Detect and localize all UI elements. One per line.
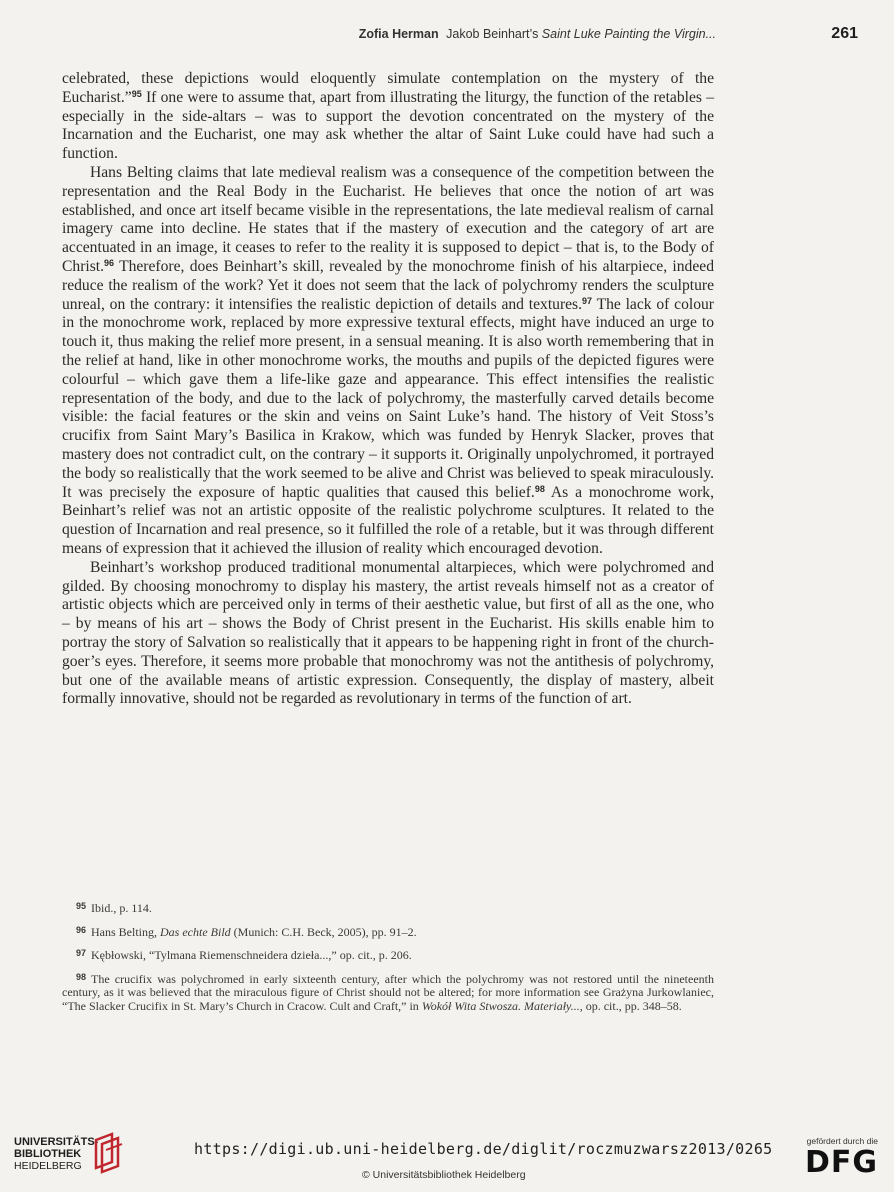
- footnotes: [62, 900, 714, 1022]
- footnote-text: Ibid., p. 114.: [91, 901, 152, 915]
- page-header: [0, 26, 894, 46]
- footnote-ref-97[interactable]: 97: [582, 295, 593, 306]
- dfg-wordmark: DFG: [804, 1145, 878, 1180]
- text-run: celebrated, these depictions would eloquently simulate contemplation on the mystery of the Eucharist.”: [62, 70, 714, 106]
- running-head-title: Saint Luke Painting the Virgin...: [541, 27, 716, 41]
- footnote-98: [62, 971, 714, 1014]
- footnote-number: 98: [76, 971, 87, 982]
- body-text: [62, 70, 714, 709]
- paragraph-2: [62, 164, 714, 559]
- library-emblem-icon: [90, 1132, 124, 1176]
- paragraph-3: Beinhart’s workshop produced traditional monumental altarpieces, which were polychromed and gilded. By choosing monochromy to display his mastery, the artist reveals himself not as a creator of artistic objects which are perceived only in terms of their aesthetic value, but first of all as the one, who – by means of his art – shows the Body of Christ present in the Eucharist. His skills enable him to portray the story of Salvation so realistically that it appears to be happening right in front of the church-goer’s eyes. Therefore, it seems more probable that monochromy was not the antithesis of polychromy, but one of the available means of artistic expression. Consequently, the display of mastery, albeit formally innovative, should not be regarded as revolutionary in terms of the function of art.: [62, 558, 714, 708]
- footnote-number: 96: [76, 924, 87, 935]
- text-run: If one were to assume that, apart from illustrating the liturgy, the function of the retables – especially in the side-altars – was to support the devotion concentrated on the mystery of the Incarnation and the Eucharist, one may ask whether the altar of Saint Luke could have had such a function.: [62, 88, 714, 163]
- text-run: As a monochrome work, Beinhart’s relief was not an artistic opposite of the realistic polychrome sculptures. It related to the question of Incarnation and real presence, so it fulfilled the role of a retable, but it was through different means of expression that it achieved the illusion of reality which encouraged devotion.: [62, 483, 714, 557]
- footnote-book-title: Wokół Wita Stwosza. Materiały...: [421, 998, 580, 1013]
- text-run: The lack of colour in the monochrome work, replaced by more expressive textural effects, might have induced an urge to touch it, thus making the relief more present, in a sensual meaning. It is also worth remembering that in the relief at hand, like in other monochrome works, the mouths and pupils of the depicted figures were colourful – which gave them a life-like gaze and appearance. This effect intensifies the realistic representation of the body, and due to the lack of polychromy, the masterfully carved details become visible: the facial features or the skin and veins on Saint Luke’s hand. The history of Veit Stoss’s crucifix from Saint Mary’s Basilica in Krakow, which was funded by Henryk Slacker, proves that mastery does not contradict cult, on the contrary – it supports it. Originally unpolychromed, it portrayed the body so realistically that the work seemed to be alive and Christ was believed to speak miraculously. It was precisely the exposure of haptic qualities that caused this belief.: [62, 295, 714, 501]
- footnote-book-title: Das echte Bild: [160, 924, 231, 939]
- paragraph-1: [62, 70, 714, 164]
- running-head: [359, 27, 716, 41]
- viewer-footer: [0, 1128, 894, 1192]
- document-url-link[interactable]: https://digi.ub.uni-heidelberg.de/diglit/roczmuzwarsz2013/0265: [194, 1140, 773, 1158]
- footnote-ref-98[interactable]: 98: [534, 483, 545, 494]
- running-head-author: Zofia Herman: [358, 27, 439, 41]
- library-logo[interactable]: [14, 1136, 98, 1172]
- library-name-line-3: HEIDELBERG: [14, 1160, 82, 1172]
- footnote-text: , op. cit., pp. 348–58.: [579, 998, 682, 1013]
- running-head-title-prefix: Jakob Beinhart’s: [446, 27, 539, 41]
- page-number: 261: [831, 25, 858, 42]
- footnote-ref-96[interactable]: 96: [104, 257, 115, 268]
- footnote-ref-95[interactable]: 95: [131, 88, 142, 99]
- library-name-line-1: UNIVERSITÄTS-: [14, 1136, 99, 1148]
- footnote-95: [62, 900, 714, 916]
- footnote-text: (Munich: C.H. Beck, 2005), pp. 91–2.: [230, 924, 417, 939]
- footnote-text: The crucifix was polychromed in early sixteenth century, after which the polychromy was not restored until the nineteenth century, as it was believed that the miraculous figure of Christ should not be altered; for more information see Grażyna Jurkowlaniec, “The Slacker Crucifix in St. Mary’s Church in Cracow. Cult and Craft,” in: [62, 971, 714, 1013]
- footnote-number: 95: [76, 901, 87, 911]
- text-run: Therefore, does Beinhart’s skill, revealed by the monochrome finish of his altarpiece, indeed reduce the realism of the work? Yet it does not seem that the lack of polychromy renders the sculpture unreal, on the contrary: it intensifies the realistic depiction of details and textures.: [62, 257, 714, 313]
- footnote-97: [62, 947, 714, 963]
- footnote-text: Hans Belting,: [91, 924, 161, 939]
- footnote-number: 97: [76, 948, 87, 959]
- text-run: Hans Belting claims that late medieval realism was a consequence of the competition between the representation and the Real Body in the Eucharist. He believes that once the notion of art was established, and once art itself became visible in the representations, the late medieval realism of carnal imagery came into decline. He states that if the mastery of execution and the category of art are accentuated in an image, it ceases to refer to the reality it is supposed to depict – that is, to the Body of Christ.: [62, 163, 714, 275]
- footnote-96: [62, 924, 714, 940]
- funding-note: gefördert durch die: [806, 1136, 878, 1146]
- library-name-line-2: BIBLIOTHEK: [14, 1148, 82, 1160]
- footnote-text: Kębłowski, “Tylmana Riemenschneidera dzieła...,” op. cit., p. 206.: [91, 948, 412, 963]
- dfg-logo[interactable]: [790, 1136, 878, 1180]
- copyright-notice: © Universitätsbibliothek Heidelberg: [362, 1169, 526, 1181]
